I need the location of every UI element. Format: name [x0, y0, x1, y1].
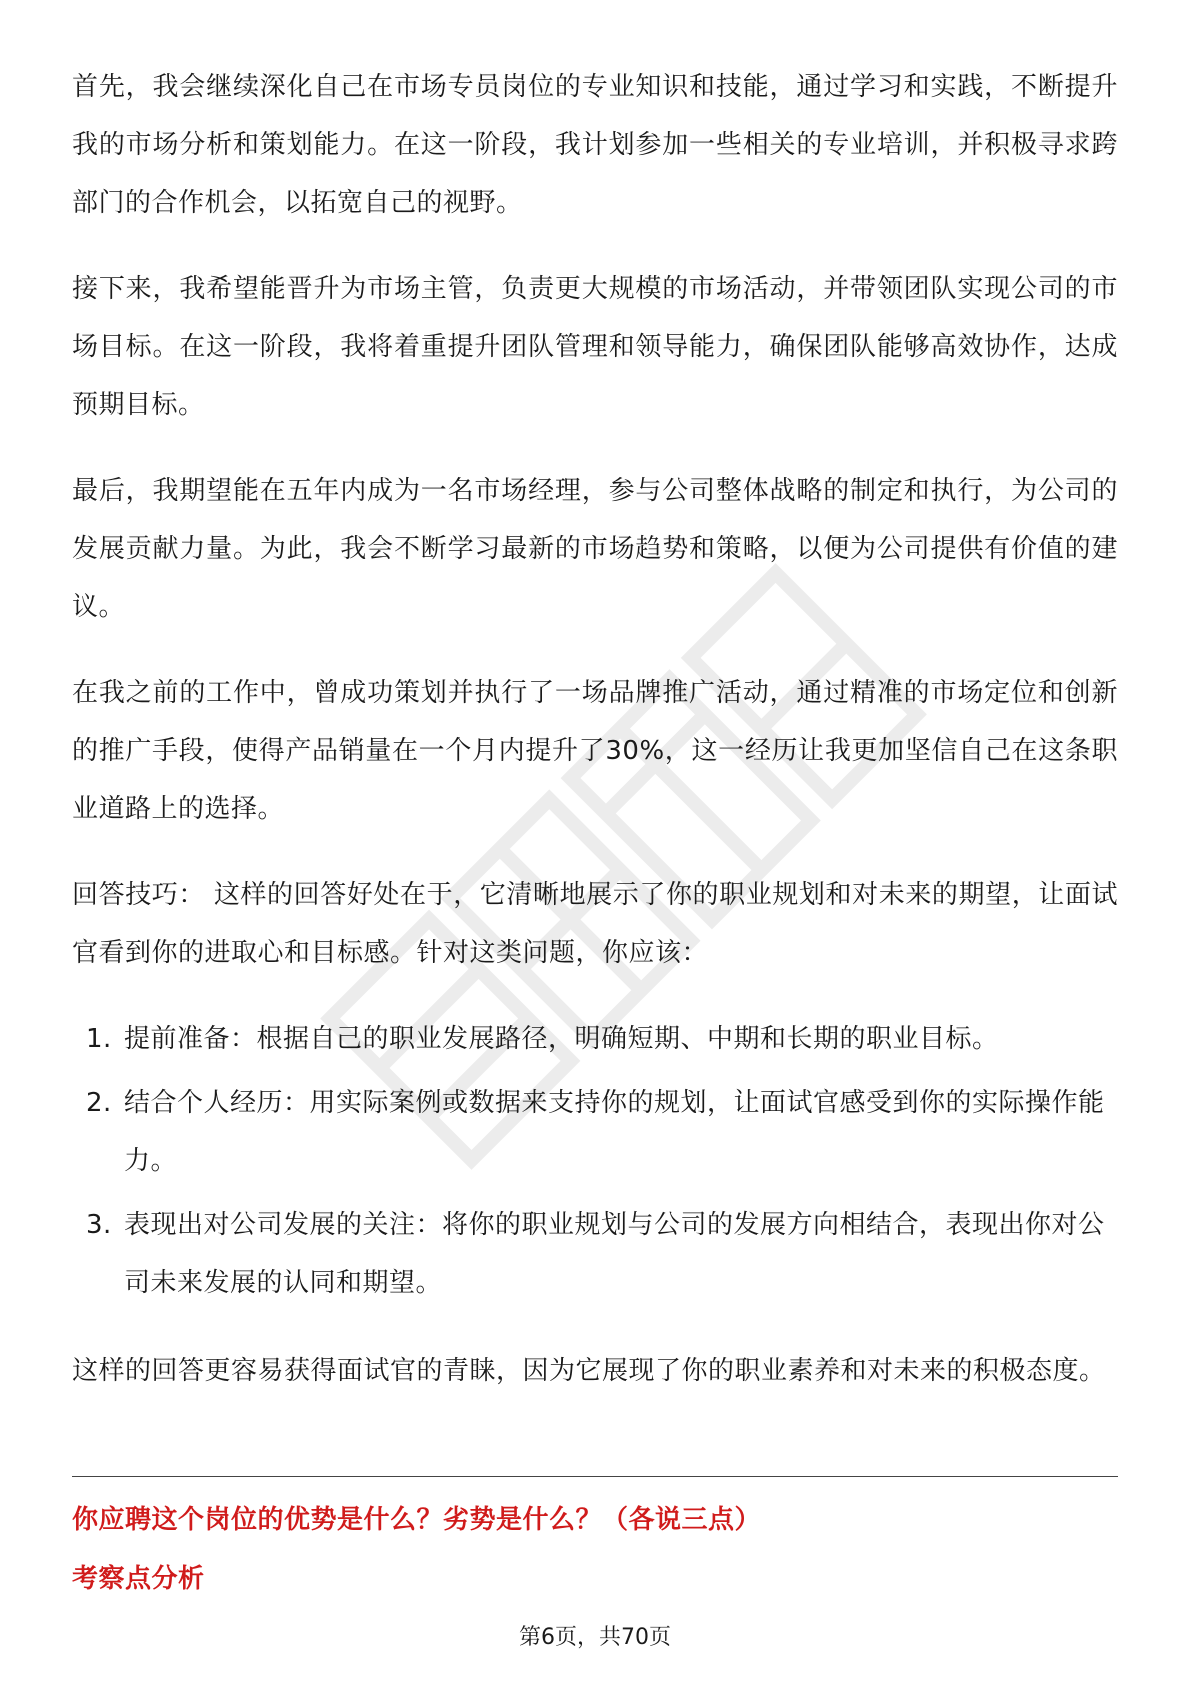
list-item-number: 3. [86, 1210, 112, 1240]
section-divider [72, 1476, 1118, 1477]
list-item [72, 1074, 1118, 1190]
paragraph-long-term: 最后，我期望能在五年内成为一名市场经理，参与公司整体战略的制定和执行，为公司的发展贡献力量。为此，我会不断学习最新的市场趋势和策略，以便为公司提供有价值的建议。 [72, 476, 1118, 622]
tips-list [72, 1010, 1118, 1312]
document-body [72, 58, 1118, 1428]
list-item-number: 2. [86, 1088, 112, 1118]
next-question-subtitle: 考察点分析 [72, 1564, 205, 1594]
page-number-footer: 第6页，共70页 [519, 1625, 671, 1650]
list-item-text: 提前准备：根据自己的职业发展路径，明确短期、中期和长期的职业目标。 [124, 1024, 999, 1054]
paragraph-mid-term: 接下来，我希望能晋升为市场主管，负责更大规模的市场活动，并带领团队实现公司的市场目标。在这一阶段，我将着重提升团队管理和领导能力，确保团队能够高效协作，达成预期目标。 [72, 274, 1118, 420]
list-item-text: 结合个人经历：用实际案例或数据来支持你的规划，让面试官感受到你的实际操作能力。 [124, 1088, 1105, 1176]
list-item [72, 1196, 1118, 1312]
paragraph-short-term: 首先，我会继续深化自己在市场专员岗位的专业知识和技能，通过学习和实践，不断提升我的市场分析和策划能力。在这一阶段，我计划参加一些相关的专业培训，并积极寻求跨部门的合作机会，以拓宽自己的视野。 [72, 72, 1118, 218]
list-item-number: 1. [86, 1024, 112, 1054]
next-question-title: 你应聘这个岗位的优势是什么？劣势是什么？（各说三点） [72, 1505, 762, 1535]
paragraph-answer-tips: 回答技巧： 这样的回答好处在于，它清晰地展示了你的职业规划和对未来的期望，让面试官看到你的进取心和目标感。针对这类问题，你应该： [72, 880, 1118, 968]
list-item-text: 表现出对公司发展的关注：将你的职业规划与公司的发展方向相结合，表现出你对公司未来发展的认同和期望。 [124, 1210, 1105, 1298]
list-item [72, 1010, 1118, 1068]
paragraph-experience: 在我之前的工作中，曾成功策划并执行了一场品牌推广活动，通过精准的市场定位和创新的推广手段，使得产品销量在一个月内提升了30%，这一经历让我更加坚信自己在这条职业道路上的选择。 [72, 678, 1118, 824]
paragraph-closing: 这样的回答更容易获得面试官的青睐，因为它展现了你的职业素养和对未来的积极态度。 [72, 1356, 1106, 1386]
